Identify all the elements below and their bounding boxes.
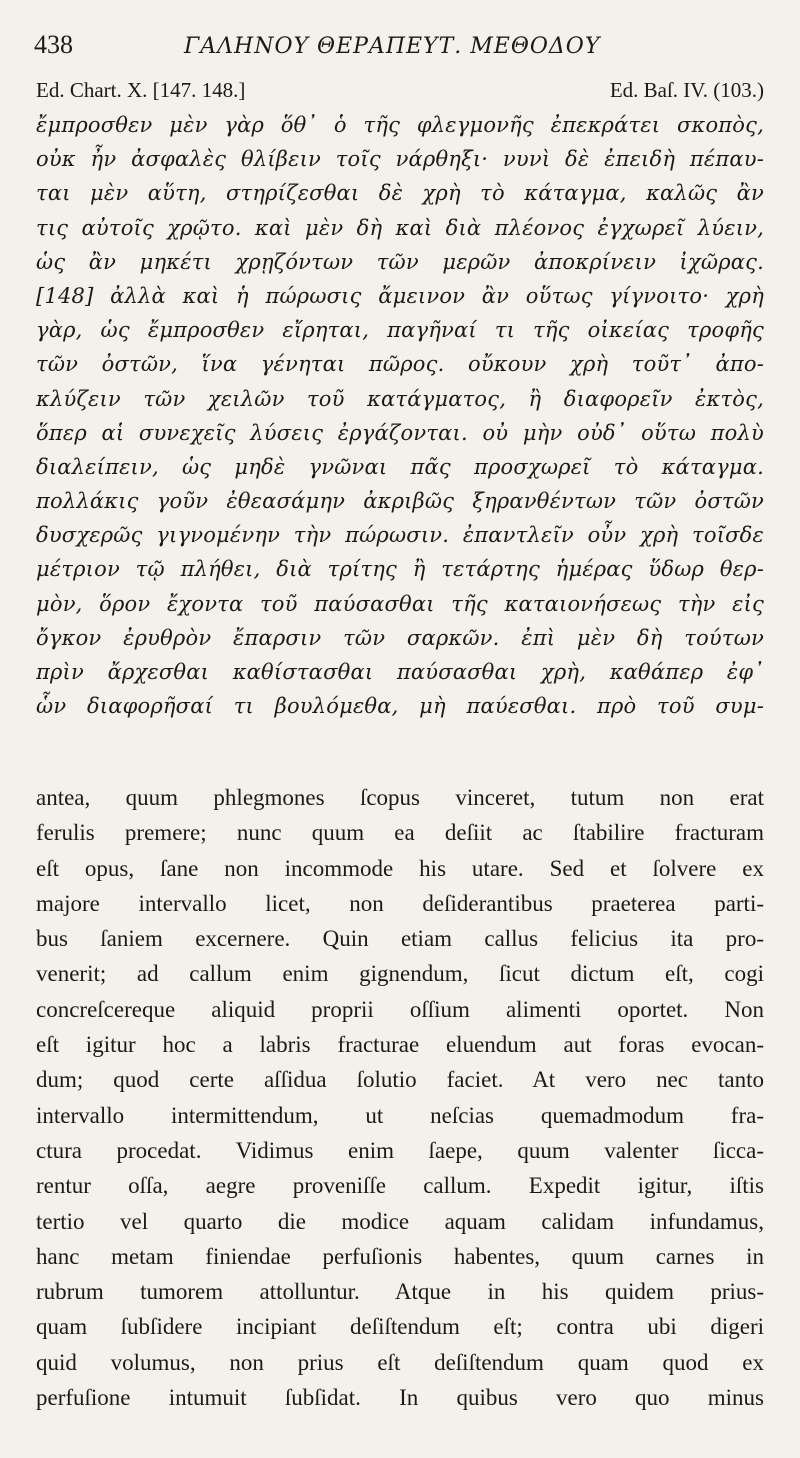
latin-text-line: concreſcereque aliquid proprii oſſium alimenti oportet. Non — [36, 996, 764, 1022]
page-number: 438 — [34, 30, 73, 59]
latin-text-line: eſt opus, ſane non incommode his utare. Sed et ſolvere ex — [36, 855, 764, 881]
edition-right: Ed. Baſ. IV. (103.) — [609, 78, 764, 102]
greek-text-line: ἔμπροσθεν μὲν γὰρ ὅθ᾽ ὁ τῆς φλεγμονῆς ἐπεκράτει σκοπὸς, — [36, 113, 764, 137]
greek-text-line: γὰρ, ὡς ἔμπροσθεν εἴρηται, παγῆναί τι τῆς οἰκείας τροφῆς — [36, 318, 764, 343]
greek-text-line: κλύζειν τῶν χειλῶν τοῦ κατάγματος, ἢ διαφορεῖν ἐκτὸς, — [36, 386, 764, 411]
greek-text-line: ὡς ἂν μηκέτι χρῃζόντων τῶν μερῶν ἀποκρίνειν ἰχῶρας. — [36, 249, 764, 274]
greek-text-line: οὐκ ἦν ἀσφαλὲς θλίβειν τοῖς νάρθηξι· νυνὶ δὲ ἐπειδὴ πέπαυ- — [36, 147, 764, 172]
greek-text-line: μέτριον τῷ πλήθει, διὰ τρίτης ἢ τετάρτης ἡμέρας ὕδωρ θερ- — [36, 557, 764, 582]
greek-text-line: μὸν, ὅρον ἔχοντα τοῦ παύσασθαι τῆς καταιονήσεως τὴν εἰς — [36, 591, 764, 616]
greek-text-line: ὄγκον ἐρυθρὸν ἔπαρσιν τῶν σαρκῶν. ἐπὶ μὲν δὴ τούτων — [36, 625, 764, 650]
latin-text-line: bus ſaniem excernere. Quin etiam callus felicius ita pro- — [36, 926, 764, 952]
greek-text-block — [36, 108, 764, 723]
latin-text-line: intervallo intermittendum, ut neſcias quemadmodum fra- — [36, 1102, 764, 1128]
latin-text-line: rentur oſſa, aegre proveniſſe callum. Expedit igitur, iſtis — [36, 1173, 764, 1199]
latin-text-line: ctura procedat. Vidimus enim ſaepe, quum valenter ſicca- — [36, 1137, 764, 1163]
edition-left: Ed. Chart. X. [147. 148.] — [36, 78, 246, 102]
running-title: ΓΑΛΗΝΟΥ ΘΕΡΑΠΕΥΤ. ΜΕΘΟΔΟΥ — [184, 34, 601, 59]
latin-text-line: hanc metam finiendae perfuſionis habentes, quum carnes in — [36, 1243, 764, 1269]
latin-text-line: perfuſione intumuit ſubſidat. In quibus vero quo minus — [36, 1385, 764, 1411]
latin-text-line: rubrum tumorem attolluntur. Atque in his quidem prius- — [36, 1279, 764, 1305]
page-header — [34, 30, 766, 70]
greek-text-line: ὅπερ αἱ συνεχεῖς λύσεις ἐργάζονται. οὐ μὴν οὐδ᾽ οὕτω πολὺ — [36, 420, 764, 445]
latin-text-line: tertio vel quarto die modice aquam calidam infundamus, — [36, 1208, 764, 1234]
greek-text-line: τις αὐτοῖς χρῷτο. καὶ μὲν δὴ καὶ διὰ πλέονος ἐγχωρεῖ λύειν, — [36, 215, 764, 240]
greek-text-line: διαλείπειν, ὡς μηδὲ γνῶναι πᾶς προσχωρεῖ τὸ κάταγμα. — [36, 454, 764, 479]
latin-text-line: ferulis premere; nunc quum ea deſiit ac ſtabilire fracturam — [36, 820, 764, 846]
latin-text-line: quam ſubſidere incipiant deſiſtendum eſt; contra ubi digeri — [36, 1314, 764, 1340]
greek-text-line: πρὶν ἄρχεσθαι καθίστασθαι παύσασθαι χρὴ, καθάπερ ἐφ᾽ — [36, 660, 764, 684]
latin-text-line: venerit; ad callum enim gignendum, ſicut dictum eſt, cogi — [36, 961, 764, 987]
latin-text-line: majore intervallo licet, non deſiderantibus praeterea parti- — [36, 890, 764, 916]
greek-text-line: ὧν διαφορῆσαί τι βουλόμεθα, μὴ παύεσθαι. πρὸ τοῦ συμ- — [36, 694, 764, 719]
greek-text-line: πολλάκις γοῦν ἐθεασάμην ἀκριβῶς ξηρανθέντων τῶν ὀστῶν — [36, 489, 764, 514]
greek-text-line: [148] ἀλλὰ καὶ ἡ πώρωσις ἄμεινον ἂν οὕτως γίγνοιτο· χρὴ — [36, 283, 764, 308]
latin-text-block — [36, 780, 764, 1415]
latin-text-line: antea, quum phlegmones ſcopus vinceret, tutum non erat — [36, 785, 764, 810]
latin-text-line: quid volumus, non prius eſt deſiſtendum quam quod ex — [36, 1349, 764, 1375]
latin-text-line: eſt igitur hoc a labris fracturae eluendum aut foras evocan- — [36, 1032, 764, 1058]
greek-text-line: ται μὲν αὕτη, στηρίζεσθαι δὲ χρὴ τὸ κάταγμα, καλῶς ἂν — [36, 181, 764, 206]
greek-text-line: τῶν ὀστῶν, ἵνα γένηται πῶρος. οὔκουν χρὴ τοῦτ᾽ ἀπο- — [36, 352, 764, 377]
greek-text-line: δυσχερῶς γιγνομένην τὴν πώρωσιν. ἐπαντλεῖν οὖν χρὴ τοῖσδε — [36, 523, 764, 548]
latin-text-line: dum; quod certe aſſidua ſolutio faciet. At vero nec tanto — [36, 1067, 764, 1093]
edition-references — [36, 78, 764, 104]
